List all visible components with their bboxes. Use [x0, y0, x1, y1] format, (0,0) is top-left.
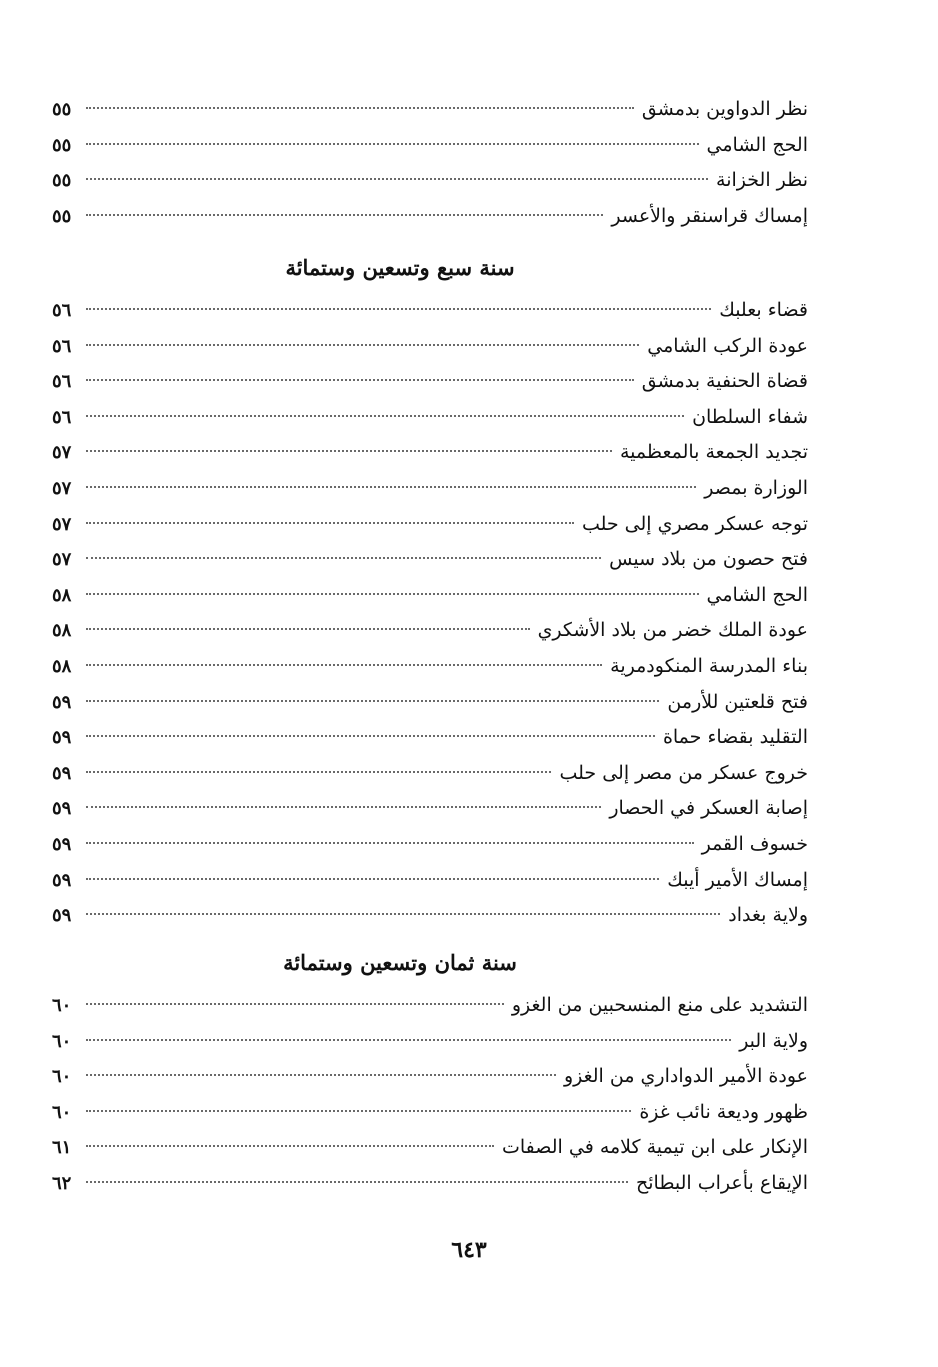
toc-entry-page: ٥٥: [52, 99, 72, 120]
toc-entry-title: تجديد الجمعة بالمعظمية: [619, 441, 808, 464]
toc-entry: [52, 1095, 808, 1131]
toc-entry-title: إمساك قراسنقر والأعسر: [611, 204, 808, 227]
toc-entry-title: عودة الملك خضر من بلاد الأشكري: [537, 619, 808, 642]
toc-entry-title: نظر الدواوين بدمشق: [641, 98, 808, 120]
dot-leader: [86, 1181, 628, 1183]
toc-entry-page: ٦١: [52, 1137, 72, 1159]
dot-leader: [86, 379, 634, 381]
toc-entry: [52, 163, 808, 199]
toc-entry-page: ٦٠: [52, 995, 72, 1016]
toc-entry: [52, 863, 808, 899]
toc-entry: [52, 578, 808, 614]
toc-entry-page: ٦٠: [52, 1030, 72, 1052]
toc-entry-page: ٥٩: [52, 833, 72, 855]
toc-entry-title: خروج عسكر من مصر إلى حلب: [559, 761, 808, 784]
dot-leader: [86, 1145, 494, 1147]
dot-leader: [86, 842, 694, 844]
dot-leader: [86, 771, 551, 773]
toc-entry-page: ٦٠: [52, 1066, 72, 1088]
toc-entry-page: ٥٧: [52, 477, 72, 499]
toc-entry-title: إمساك الأمير أيبك: [667, 868, 808, 891]
dot-leader: [86, 878, 659, 880]
toc-entry-page: ٥٨: [52, 584, 72, 606]
dot-leader: [86, 450, 612, 452]
dot-leader: [86, 143, 699, 145]
toc-entry: [52, 542, 808, 578]
dot-leader: [86, 593, 699, 595]
toc-entry: [52, 613, 808, 649]
dot-leader: [86, 664, 602, 666]
toc-section-697: [52, 243, 808, 934]
dot-leader: [86, 1003, 504, 1005]
toc-entry-page: ٥٨: [52, 620, 72, 642]
toc-entry-title: إصابة العسكر في الحصار: [609, 797, 808, 820]
toc-section-continued: [52, 92, 808, 234]
toc-entry: [52, 756, 808, 792]
toc-entry-page: ٥٩: [52, 905, 72, 927]
toc-entry-page: ٦٢: [52, 1172, 72, 1194]
toc-entry-page: ٥٩: [52, 869, 72, 891]
toc-entry: [52, 128, 808, 164]
toc-entry-title: فتح حصون من بلاد سيس: [609, 548, 808, 571]
dot-leader: [86, 806, 601, 808]
dot-leader: [86, 107, 634, 109]
dot-leader: [86, 628, 530, 630]
toc-entry: [52, 329, 808, 365]
dot-leader: [86, 1110, 631, 1112]
toc-entry: [52, 1059, 808, 1095]
toc-entry: [52, 293, 808, 329]
section-heading: سنة ثمان وتسعين وستمائة: [283, 950, 517, 975]
toc-entry-title: الوزارة بمصر: [704, 476, 808, 499]
toc-entry-title: الحج الشامي: [706, 133, 808, 156]
toc-entry-page: ٥٦: [52, 371, 72, 393]
toc-entry-title: ولاية بغداد: [728, 904, 808, 927]
toc-entry-page: ٥٦: [52, 335, 72, 357]
toc-entry: [52, 827, 808, 863]
toc-entry-title: خسوف القمر: [701, 832, 808, 855]
toc-entry: [52, 649, 808, 685]
toc-entry-page: ٥٧: [52, 513, 72, 535]
toc-entry-page: ٥٧: [52, 549, 72, 571]
toc-entry: [52, 400, 808, 436]
toc-entry-title: التشديد على منع المنسحبين من الغزو: [511, 994, 808, 1016]
dot-leader: [86, 344, 639, 346]
toc-entry: [52, 988, 808, 1024]
toc-entry: [52, 199, 808, 235]
dot-leader: [86, 415, 684, 417]
toc-entry: [52, 435, 808, 471]
toc-entry: [52, 364, 808, 400]
toc-entry-page: ٥٩: [52, 798, 72, 820]
dot-leader: [86, 178, 708, 180]
toc-entry: [52, 92, 808, 128]
toc-entry: [52, 791, 808, 827]
toc-entry-title: فتح قلعتين للأرمن: [667, 690, 808, 713]
toc-entry-title: توجه عسكر مصري إلى حلب: [581, 512, 808, 535]
toc-entry-page: ٥٩: [52, 762, 72, 784]
toc-entry: [52, 898, 808, 934]
toc-entry-title: الإنكار على ابن تيمية كلامه في الصفات: [501, 1136, 808, 1159]
toc-entry-page: ٥٩: [52, 727, 72, 749]
toc-entry-title: قضاة الحنفية بدمشق: [641, 370, 808, 393]
dot-leader: [86, 1039, 731, 1041]
toc-entry-title: التقليد بقضاء حماة: [662, 726, 808, 749]
dot-leader: [86, 557, 601, 559]
toc-entry-title: ظهور وديعة نائب غزة: [639, 1100, 808, 1123]
toc-entry: [52, 471, 808, 507]
toc-entry: [52, 720, 808, 756]
toc-entry: [52, 1166, 808, 1202]
dot-leader: [86, 486, 696, 488]
dot-leader: [86, 308, 711, 310]
toc-entry: [52, 1130, 808, 1166]
toc-entry-title: شفاء السلطان: [692, 405, 808, 428]
toc-entry-page: ٥٦: [52, 300, 72, 321]
dot-leader: [86, 700, 659, 702]
toc-entry-title: ولاية البر: [739, 1029, 808, 1052]
toc-entry-page: ٥٨: [52, 655, 72, 677]
dot-leader: [86, 735, 655, 737]
toc-entry-page: ٥٦: [52, 406, 72, 428]
toc-entry-page: ٦٠: [52, 1101, 72, 1123]
toc-entry-title: عودة الركب الشامي: [647, 334, 808, 357]
toc-entry-title: الحج الشامي: [706, 583, 808, 606]
toc-entry-page: ٥٥: [52, 170, 72, 192]
toc-entry-page: ٥٥: [52, 205, 72, 227]
toc-entry: [52, 507, 808, 543]
dot-leader: [86, 1074, 556, 1076]
toc-entry-page: ٥٧: [52, 442, 72, 464]
toc-entry-title: الإيقاع بأعراب البطائح: [635, 1171, 808, 1194]
toc-entry: [52, 1024, 808, 1060]
section-heading: سنة سبع وتسعين وستمائة: [285, 255, 515, 280]
toc-entry-title: قضاء بعلبك: [719, 299, 808, 321]
dot-leader: [86, 913, 720, 915]
toc-entry-title: نظر الخزانة: [716, 169, 808, 192]
toc-entry: [52, 685, 808, 721]
dot-leader: [86, 522, 574, 524]
toc-entry-title: بناء المدرسة المنكودمرية: [610, 654, 808, 677]
toc-entry-page: ٥٩: [52, 691, 72, 713]
toc-entry-page: ٥٥: [52, 134, 72, 156]
toc-section-698: [52, 938, 808, 1202]
toc-entry-title: عودة الأمير الدواداري من الغزو: [563, 1065, 808, 1088]
dot-leader: [86, 214, 603, 216]
page-number: ٦٤٣: [451, 1237, 487, 1263]
